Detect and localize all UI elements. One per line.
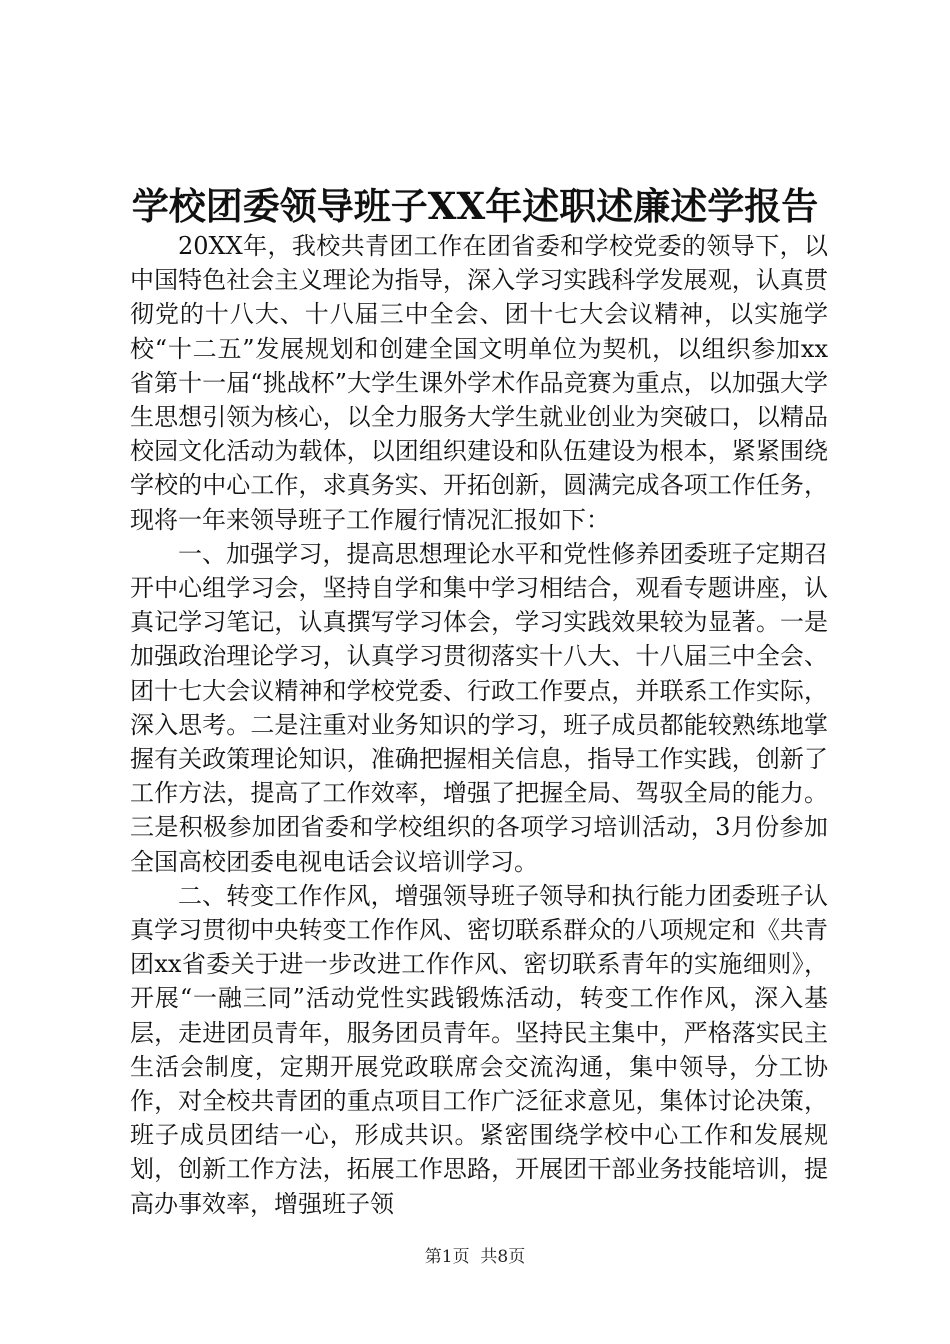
page-total: 共8页 (480, 1247, 526, 1267)
page-number: 第1页 (424, 1247, 470, 1267)
paragraph-intro: 20XX年，我校共青团工作在团省委和学校党委的领导下，以中国特色社会主义理论为指导，深入学习实践科学发展观，认真贯彻党的十八大、十八届三中全会、团十七大会议精神，以实施学校“十二五”发展规划和创建全国文明单位为契机，以组织参加xx省第十一届“挑战杯”大学生课外学术作品竞赛为重点，以加强大学生思想引领为核心，以全力服务大学生就业创业为突破口，以精品校园文化活动为载体，以团组织建设和队伍建设为根本，紧紧围绕学校的中心工作，求真务实、开拓创新，圆满完成各项工作任务，现将一年来领导班子工作履行情况汇报如下： (130, 232, 828, 534)
paragraph-section-2: 二、转变工作作风，增强领导班子领导和执行能力团委班子认真学习贯彻中央转变工作作风、密切联系群众的八项规定和《共青团xx省委关于进一步改进工作作风、密切联系青年的实施细则》，开展“一融三同”活动党性实践锻炼活动，转变工作作风，深入基层，走进团员青年，服务团员青年。坚持民主集中，严格落实民主生活会制度，定期开展党政联席会交流沟通，集中领导，分工协作，对全校共青团的重点项目工作广泛征求意见，集体讨论决策，班子成员团结一心，形成共识。紧密围绕学校中心工作和发展规划，创新工作方法，拓展工作思路，开展团干部业务技能培训，提高办事效率，增强班子领 (130, 881, 828, 1218)
document-body (130, 229, 828, 1221)
page-footer (0, 1246, 950, 1268)
paragraph-section-1: 一、加强学习，提高思想理论水平和党性修养团委班子定期召开中心组学习会，坚持自学和集中学习相结合，观看专题讲座，认真记学习笔记，认真撰写学习体会，学习实践效果较为显著。一是加强政治理论学习，认真学习贯彻落实十八大、十八届三中全会、团十七大会议精神和学校党委、行政工作要点，并联系工作实际，深入思考。二是注重对业务知识的学习，班子成员都能较熟练地掌握有关政策理论知识，准确把握相关信息，指导工作实践，创新了工作方法，提高了工作效率，增强了把握全局、驾驭全局的能力。三是积极参加团省委和学校组织的各项学习培训活动，3月份参加全国高校团委电视电话会议培训学习。 (130, 539, 828, 876)
document-title: 学校团委领导班子XX年述职述廉述学报告 (131, 184, 819, 228)
